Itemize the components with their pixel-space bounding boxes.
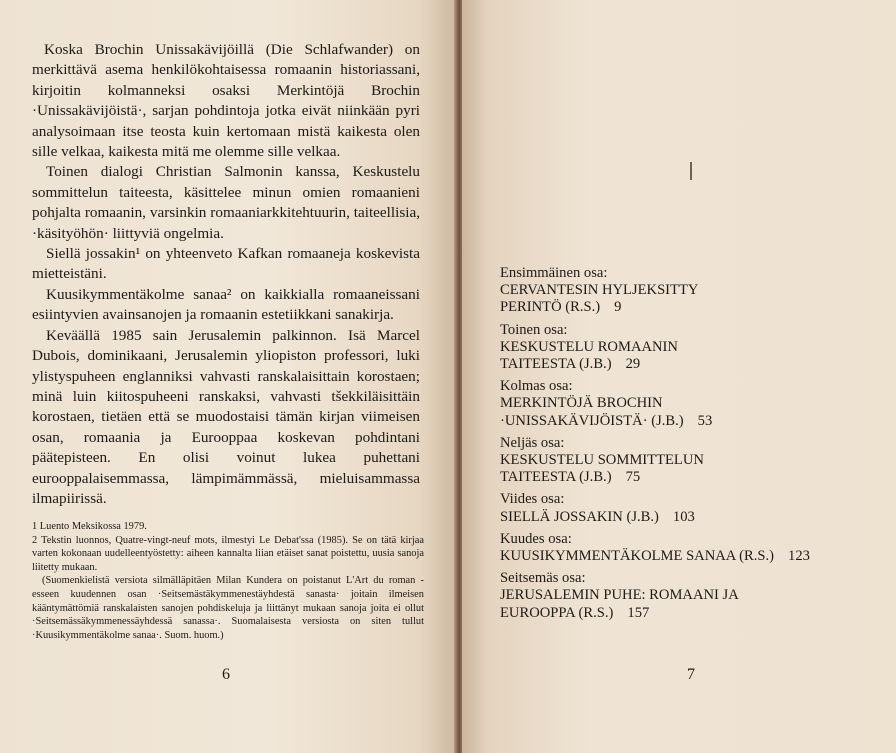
toc-title-line: PERINTÖ (R.S.) 9 bbox=[500, 299, 622, 316]
toc-label: Seitsemäs osa: bbox=[500, 570, 586, 587]
toc-title-line: JERUSALEMIN PUHE: ROMAANI JA bbox=[500, 587, 739, 604]
toc-entry-1 bbox=[500, 265, 880, 317]
toc-page-number: 53 bbox=[697, 412, 713, 429]
toc-label: Kuudes osa: bbox=[500, 530, 572, 547]
translator-note: (Suomenkielistä versiota silmälläpitäen Milan Kundera on poistanut L'Art du roman -esseen kuudennen osan ·Seitsemästäkymmenestäyhdestä sanasta· joitain ilmeisen kääntymättömiä ranskalaisten sanojen pohdiskeluja ja liittänyt mukaan sanoja joita ei ollut ·Seitsemässäkymmenessäyhdessä sanassa·. Suomalaisesta versiosta on siten tullut ·Kuusikymmentäkolme sanaa·. Suom. huom.) bbox=[32, 575, 424, 641]
toc-entry-2 bbox=[500, 322, 880, 374]
toc-label: Neljäs osa: bbox=[500, 434, 565, 451]
toc-title-line: KUUSIKYMMENTÄKOLME SANAA (R.S.) 123 bbox=[500, 548, 810, 565]
page-number-right: 7 bbox=[687, 666, 695, 683]
toc-entry-4 bbox=[500, 435, 880, 487]
toc-entry-5 bbox=[500, 491, 880, 525]
paragraph-3: Siellä jossakin¹ on yhteenveto Kafkan romaaneja koskevista mietteistäni. bbox=[32, 245, 420, 283]
toc-entry-3 bbox=[500, 378, 880, 430]
toc-page-number: 123 bbox=[788, 548, 810, 565]
toc-entry-7 bbox=[500, 570, 880, 622]
toc-title-line: SIELLÄ JOSSAKIN (J.B.) 103 bbox=[500, 508, 695, 525]
paragraph-4: Kuusikymmentäkolme sanaa² on kaikkialla romaaneissani esiintyvien avainsanojen ja romaanin estetiikkani sanakirja. bbox=[32, 285, 420, 324]
toc-page-number: 75 bbox=[625, 469, 641, 486]
right-page bbox=[462, 0, 896, 753]
toc-title-line: KESKUSTELU ROMAANIN bbox=[500, 338, 678, 355]
toc-title-line: KESKUSTELU SOMMITTELUN bbox=[500, 452, 704, 469]
toc-entry-6 bbox=[500, 531, 880, 565]
toc-page-number: 9 bbox=[614, 299, 622, 316]
toc-page-number: 103 bbox=[672, 508, 695, 525]
paragraph-2: Toinen dialogi Christian Salmonin kanssa, Keskustelu sommittelun taiteesta, käsittelee minun omien romaanieni pohjalta romaanin, varsinkin romaaniarkkitehtuurin, taiteellisia, ·käsityöhön· liittyviä ongelmia. bbox=[32, 163, 420, 242]
toc-title-line: ·UNISSAKÄVIJÖISTÄ· (J.B.) 53 bbox=[500, 412, 713, 429]
toc-label: Toinen osa: bbox=[500, 321, 568, 338]
paragraph-1: Koska Brochin Unissakävijöillä (Die Schlafwander) on merkittävä asema henkilökohtaisessa romaanin historiassani, kirjoitin kolmanneksi osaksi Merkintöjä Brochin ·Unissakävijöistä·, sarjan pohdintoja jotka eivät niinkään pyri analysoimaan itse teosta kuin kertomaan mistä kaikesta olen sille velkaa, kaikesta mitä me olemme sille velkaa. bbox=[32, 41, 420, 161]
toc-label: Kolmas osa: bbox=[500, 378, 573, 395]
footnote-1: 1 Luento Meksikossa 1979. bbox=[32, 521, 147, 532]
toc-title-line: TAITEESTA (J.B.) 29 bbox=[500, 356, 641, 373]
toc-page-number: 157 bbox=[627, 604, 650, 621]
toc-label: Viides osa: bbox=[500, 491, 565, 508]
toc-page-number: 29 bbox=[625, 356, 641, 373]
toc-label: Ensimmäinen osa: bbox=[500, 265, 608, 281]
table-of-contents bbox=[500, 265, 880, 627]
toc-title-line: MERKINTÖJÄ BROCHIN bbox=[500, 395, 663, 412]
page-number-left: 6 bbox=[222, 666, 230, 683]
toc-title-line: EUROOPPA (R.S.) 157 bbox=[500, 604, 650, 621]
ink-mark bbox=[690, 162, 692, 180]
footnotes bbox=[32, 520, 424, 642]
body-text bbox=[32, 40, 420, 509]
paragraph-5: Keväällä 1985 sain Jerusalemin palkinnon. Isä Marcel Dubois, dominikaani, Jerusalemin yliopiston professori, luki ylistyspuheen englanniksi vahvasti ranskalaisittain korostaen; minä luin kiitospuheeni ranskaksi, vahvasti tšekkiläisittäin korostaen, tietäen että se muodostaisi tämän kirjan viimeisen osan, romaania ja Eurooppaa koskevan pohdintani päätepisteen. En olisi voinut lukea puhettani eurooppalaisemmassa, lämpimämmässä, mieluisammassa ilmapiirissä. bbox=[32, 326, 420, 507]
toc-title-line: TAITEESTA (J.B.) 75 bbox=[500, 469, 641, 486]
toc-title-line: CERVANTESIN HYLJEKSITTY bbox=[500, 282, 699, 299]
footnote-2: 2 Tekstin luonnos, Quatre-vingt-neuf mots, ilmestyi Le Debat'ssa (1985). Se on tätä kirjaa varten kokonaan uudelleentyöstetty: aiheen kannalta liian etäiset sanat poistettu, uusia sanoja liitetty mukaan. bbox=[32, 534, 424, 573]
